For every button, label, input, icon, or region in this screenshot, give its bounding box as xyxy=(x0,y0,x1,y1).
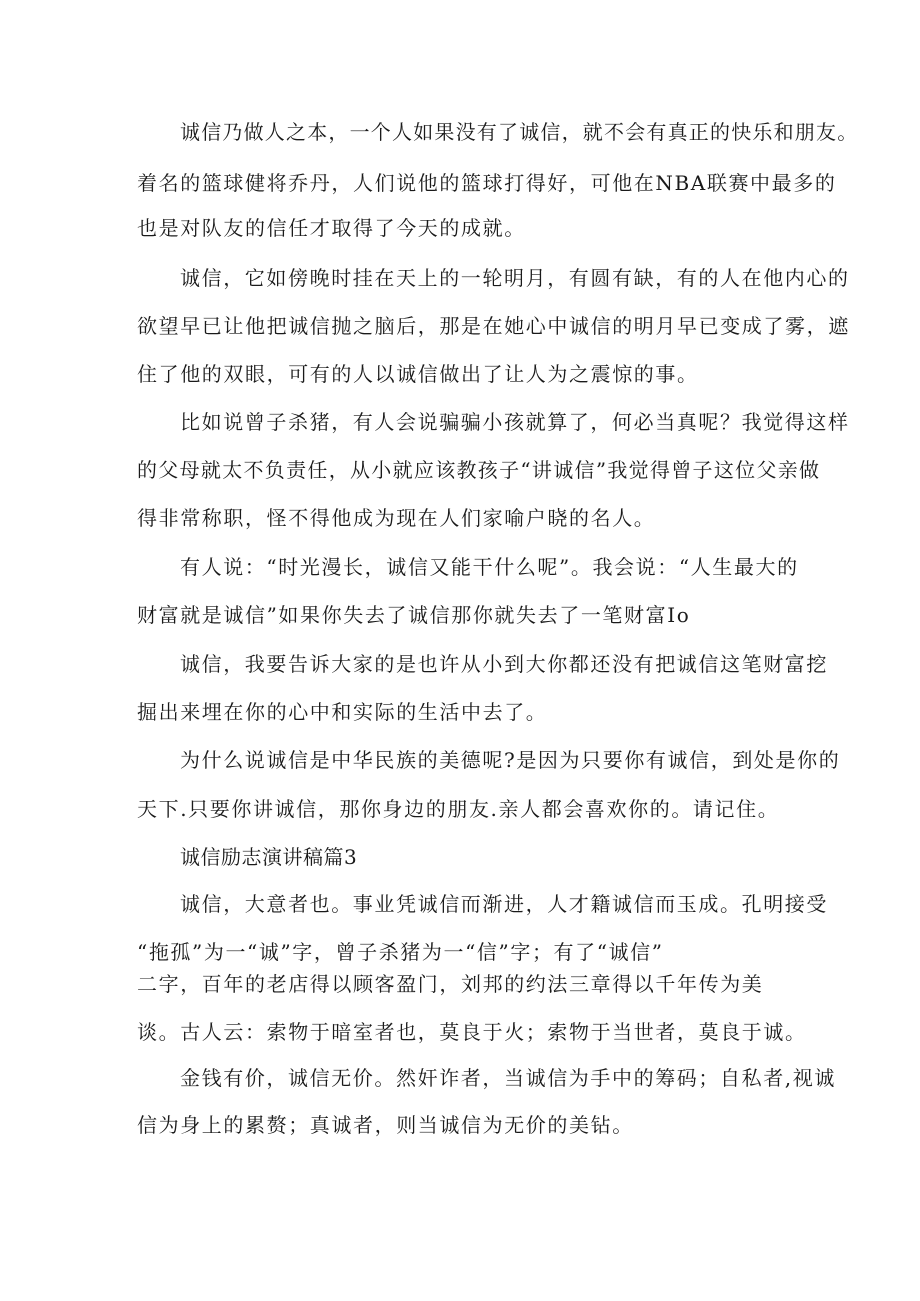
section-heading: 诚信励志演讲稿篇3 xyxy=(180,845,358,869)
paragraph-line: 的父母就太不负责任，从小就应该教孩子“讲诚信”我觉得曾子这位父亲做 xyxy=(137,458,821,482)
paragraph-line: 金钱有价，诚信无价。然奸诈者，当诚信为手中的筹码；自私者,视诚 xyxy=(180,1066,836,1090)
paragraph-line: 二字，百年的老店得以顾客盈门，刘邦的约法三章得以千年传为美 xyxy=(137,972,764,996)
paragraph-line: 诚信，它如傍晚时挂在天上的一轮明月，有圆有缺，有的人在他内心的 xyxy=(180,266,850,290)
paragraph-line: 为什么说诚信是中华民族的美德呢?是因为只要你有诚信，到处是你的 xyxy=(180,748,841,772)
paragraph-line: 诚信，大意者也。事业凭诚信而渐进，人才籍诚信而玉成。孔明接受 xyxy=(180,892,828,916)
paragraph-line: 诚信，我要告诉大家的是也许从小到大你都还没有把诚信这笔财富挖 xyxy=(180,652,828,676)
paragraph-line: 财富就是诚信”如果你失去了诚信那你就失去了一笔财富Io xyxy=(137,603,691,627)
paragraph-line: 也是对队友的信任才取得了今天的成就。 xyxy=(137,216,526,240)
paragraph-line: 掘出来埋在你的心中和实际的生活中去了。 xyxy=(137,700,548,724)
paragraph-line: 着名的篮球健将乔丹，人们说他的篮球打得好，可他在NBA联赛中最多的 xyxy=(137,171,837,195)
paragraph-line: 信为身上的累赘；真诚者，则当诚信为无价的美钻。 xyxy=(137,1113,634,1137)
paragraph-line: 诚信乃做人之本，一个人如果没有了诚信，就不会有真正的快乐和朋友。 xyxy=(180,120,859,144)
paragraph-line: 天下.只要你讲诚信，那你身边的朋友.亲人都会喜欢你的。请记住。 xyxy=(137,797,780,821)
paragraph-line: 欲望早已让他把诚信抛之脑后，那是在她心中诚信的明月早已变成了雾，遮 xyxy=(137,314,850,338)
paragraph-line: 谈。古人云：索物于暗室者也，莫良于火；索物于当世者，莫良于诚。 xyxy=(137,1020,807,1044)
paragraph-line: “拖孤”为一“诚”字，曾子杀猪为一“信”字；有了“诚信” xyxy=(137,940,664,964)
paragraph-line: 比如说曾子杀猪，有人会说骗骗小孩就算了，何必当真呢？我觉得这样 xyxy=(180,410,850,434)
paragraph-line: 住了他的双眼，可有的人以诚信做出了让人为之震惊的事。 xyxy=(137,362,699,386)
paragraph-line: 有人说：“时光漫长，诚信又能干什么呢”。我会说：“人生最大的 xyxy=(180,555,799,579)
paragraph-line: 得非常称职，怪不得他成为现在人们家喻户晓的名人。 xyxy=(137,506,656,530)
